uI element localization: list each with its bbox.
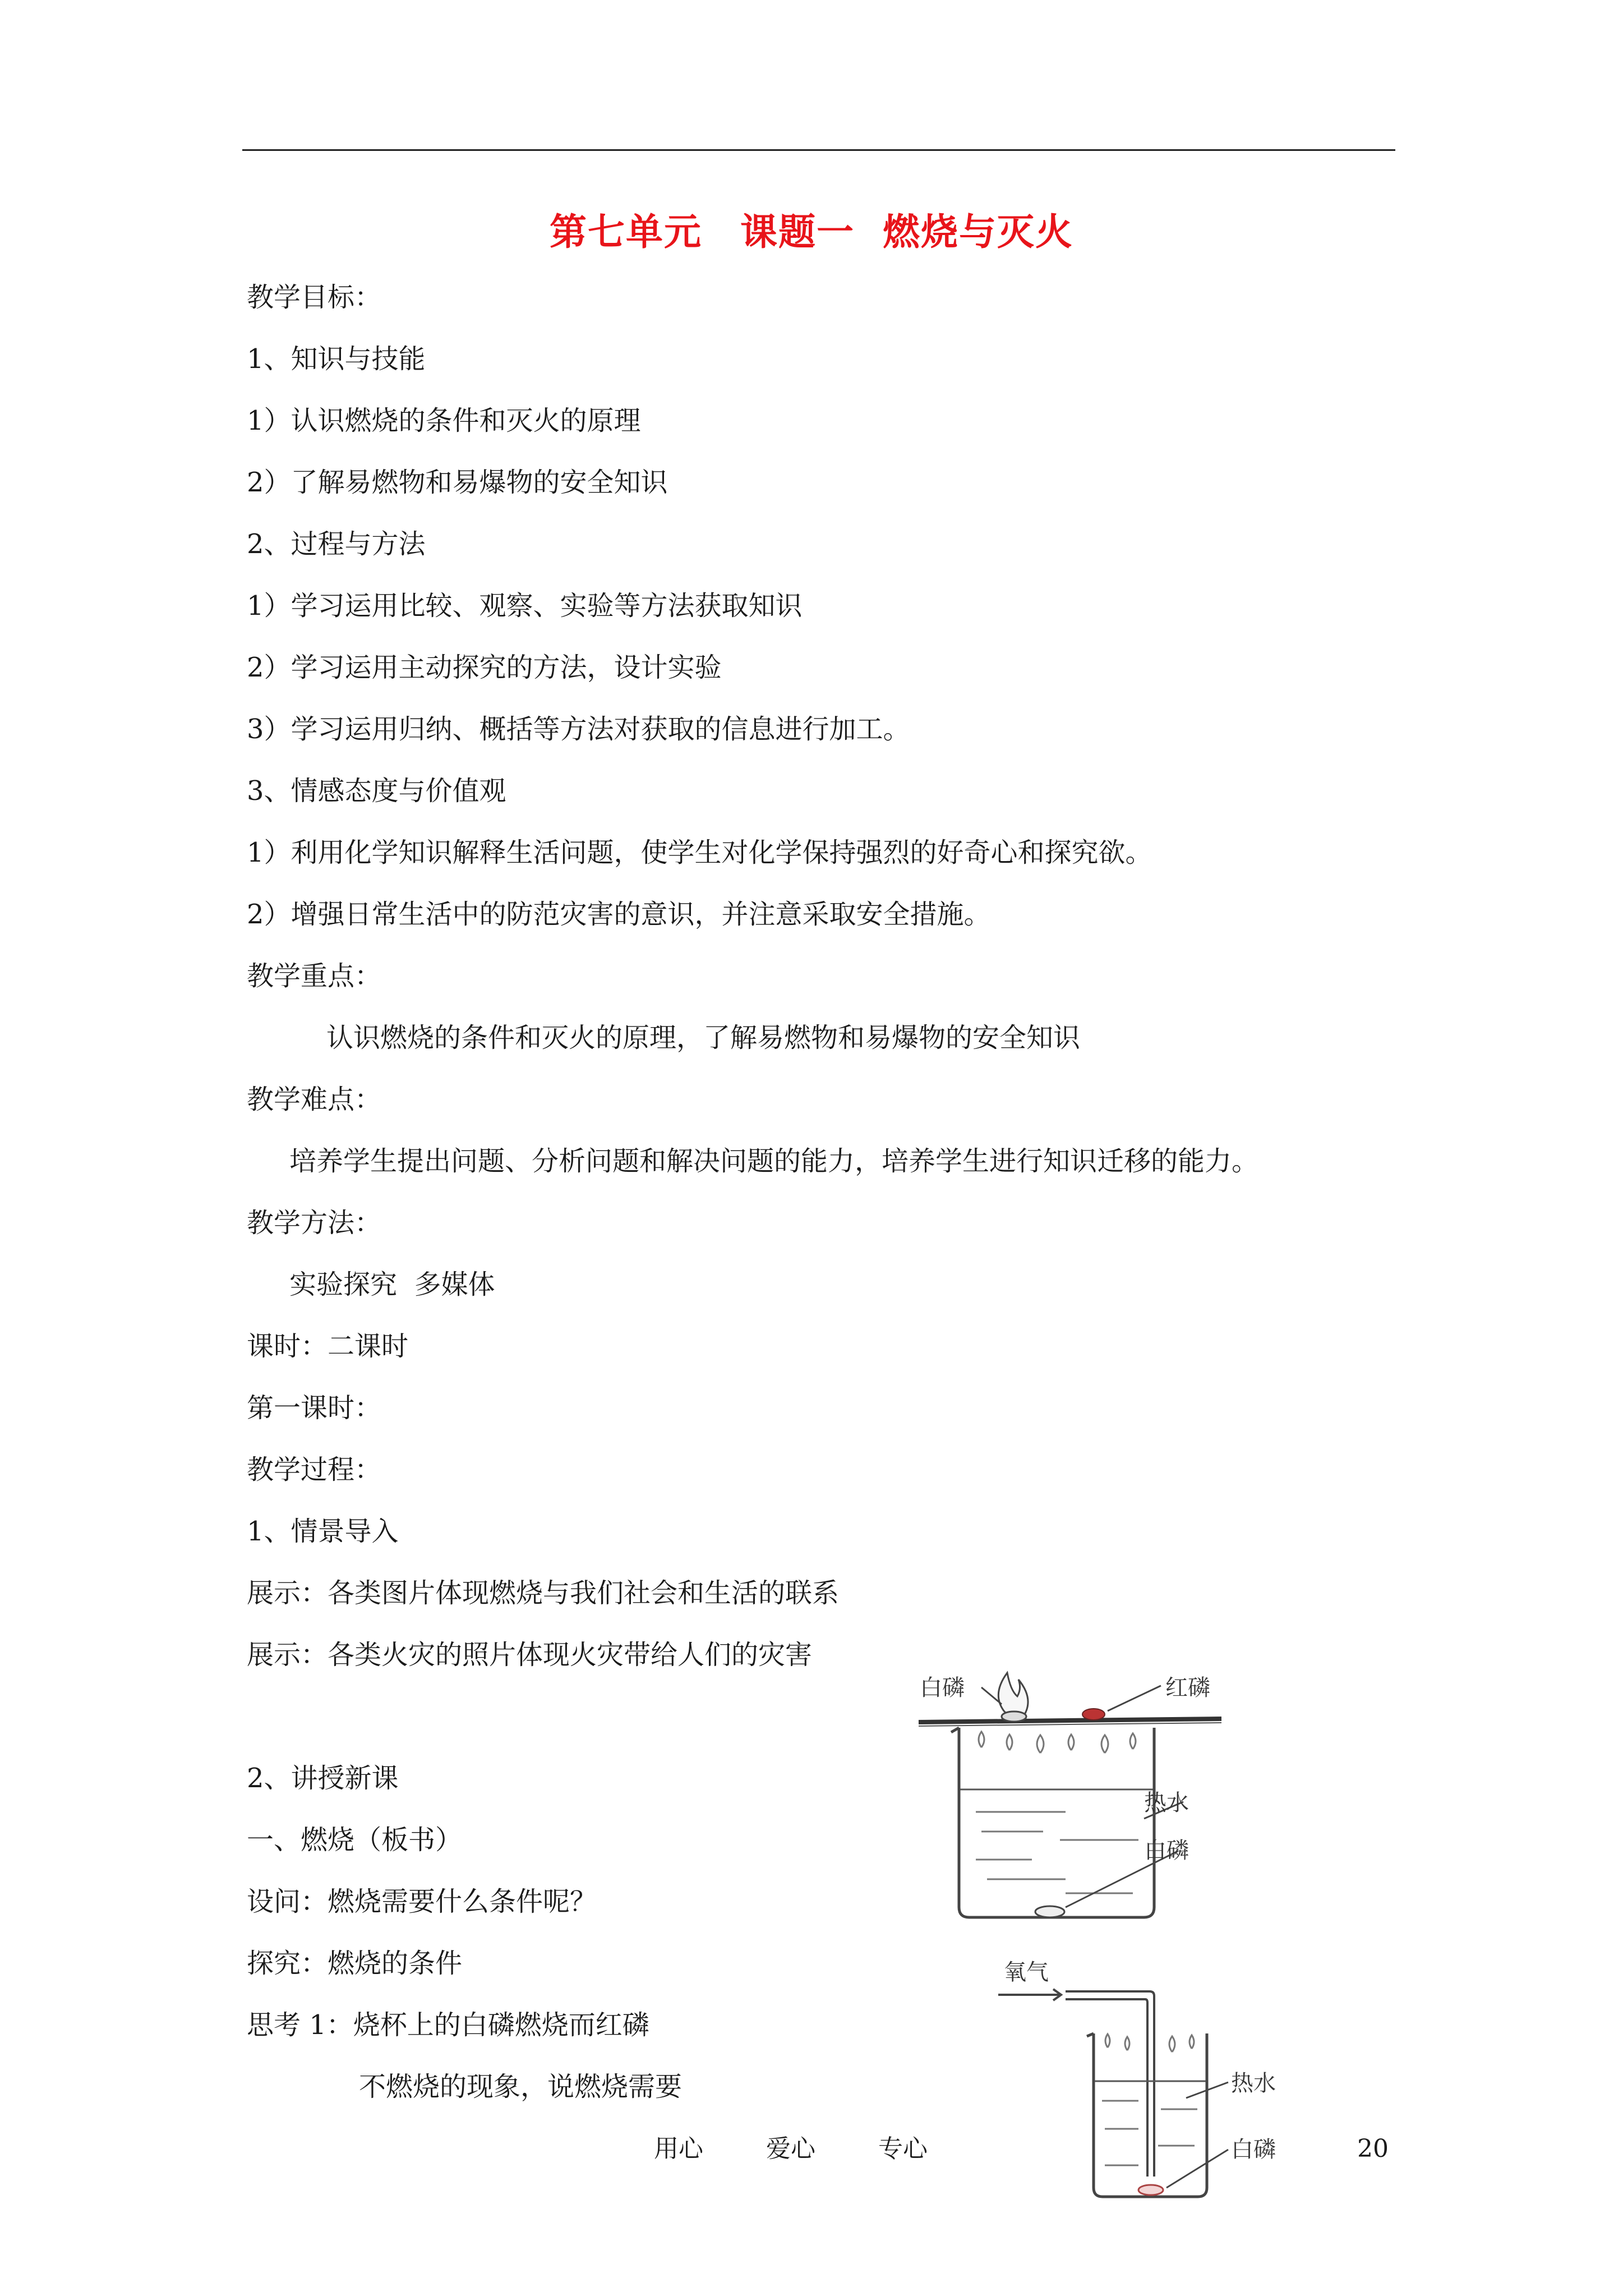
text-line: 3、情感态度与价值观 — [247, 775, 506, 807]
text-line: 第一课时： — [247, 1392, 382, 1424]
footer-word-2: 爱心 — [766, 2134, 815, 2163]
text-line: 不燃烧的现象，说燃烧需要 — [359, 2071, 683, 2102]
text-line: 1）认识燃烧的条件和灭火的原理 — [247, 405, 641, 436]
header-rule — [242, 149, 1395, 151]
footer-word-3: 专心 — [878, 2134, 928, 2163]
text-line: 2、讲授新课 — [247, 1763, 399, 1794]
text-line: 2）了解易燃物和易爆物的安全知识 — [247, 467, 668, 498]
text-line: 培养学生提出问题、分析问题和解决问题的能力，培养学生进行知识迁移的能力。 — [289, 1145, 1259, 1177]
text-line: 教学目标： — [247, 282, 382, 313]
label-red-phosphorus: 红磷 — [1165, 1675, 1210, 1701]
text-line: 认识燃烧的条件和灭火的原理，了解易燃物和易爆物的安全知识 — [326, 1022, 1081, 1053]
text-line: 2）增强日常生活中的防范灾害的意识，并注意采取安全措施。 — [247, 899, 991, 930]
text-line: 展示：各类火灾的照片体现火灾带给人们的灾害 — [247, 1639, 813, 1671]
text-line: 探究：燃烧的条件 — [247, 1948, 463, 1979]
page-number: 20 — [1357, 2134, 1389, 2163]
text-line: 2、过程与方法 — [247, 528, 426, 560]
label-hot-water: 热水 — [1231, 2070, 1276, 2096]
text-line: 设问：燃烧需要什么条件呢？ — [247, 1886, 597, 1917]
page-title: 第七单元 课题一 燃烧与灭火 — [550, 210, 1073, 254]
footer-word-1: 用心 — [654, 2134, 703, 2163]
text-line: 教学重点： — [247, 960, 382, 992]
phosphorus-beaker-diagram — [897, 1672, 1290, 1930]
text-line: 1、知识与技能 — [247, 343, 426, 375]
label-hot-water: 热水 — [1144, 1790, 1189, 1816]
text-line: 1、情景导入 — [247, 1516, 399, 1547]
label-white-phosphorus-top: 白磷 — [920, 1675, 965, 1701]
text-line: 教学过程： — [247, 1454, 382, 1485]
text-line: 一、燃烧（板书） — [247, 1824, 463, 1856]
label-white-phosphorus-bottom: 白磷 — [1144, 1838, 1189, 1864]
text-line: 3）学习运用归纳、概括等方法对获取的信息进行加工。 — [247, 714, 910, 745]
text-line: 实验探究 多媒体 — [289, 1269, 495, 1300]
text-line: 1）学习运用比较、观察、实验等方法获取知识 — [247, 590, 803, 622]
text-line: 课时：二课时 — [247, 1331, 409, 1362]
text-line: 思考 1：烧杯上的白磷燃烧而红磷 — [247, 2009, 649, 2041]
text-line: 1）利用化学知识解释生活问题，使学生对化学保持强烈的好奇心和探究欲。 — [247, 837, 1152, 868]
text-line: 展示：各类图片体现燃烧与我们社会和生活的联系 — [247, 1577, 840, 1609]
text-line: 教学方法： — [247, 1207, 382, 1239]
text-line: 教学难点： — [247, 1084, 382, 1115]
text-line: 2）学习运用主动探究的方法，设计实验 — [247, 652, 722, 683]
label-white-phosphorus: 白磷 — [1231, 2137, 1276, 2162]
label-oxygen: 氧气 — [1004, 1959, 1049, 1985]
